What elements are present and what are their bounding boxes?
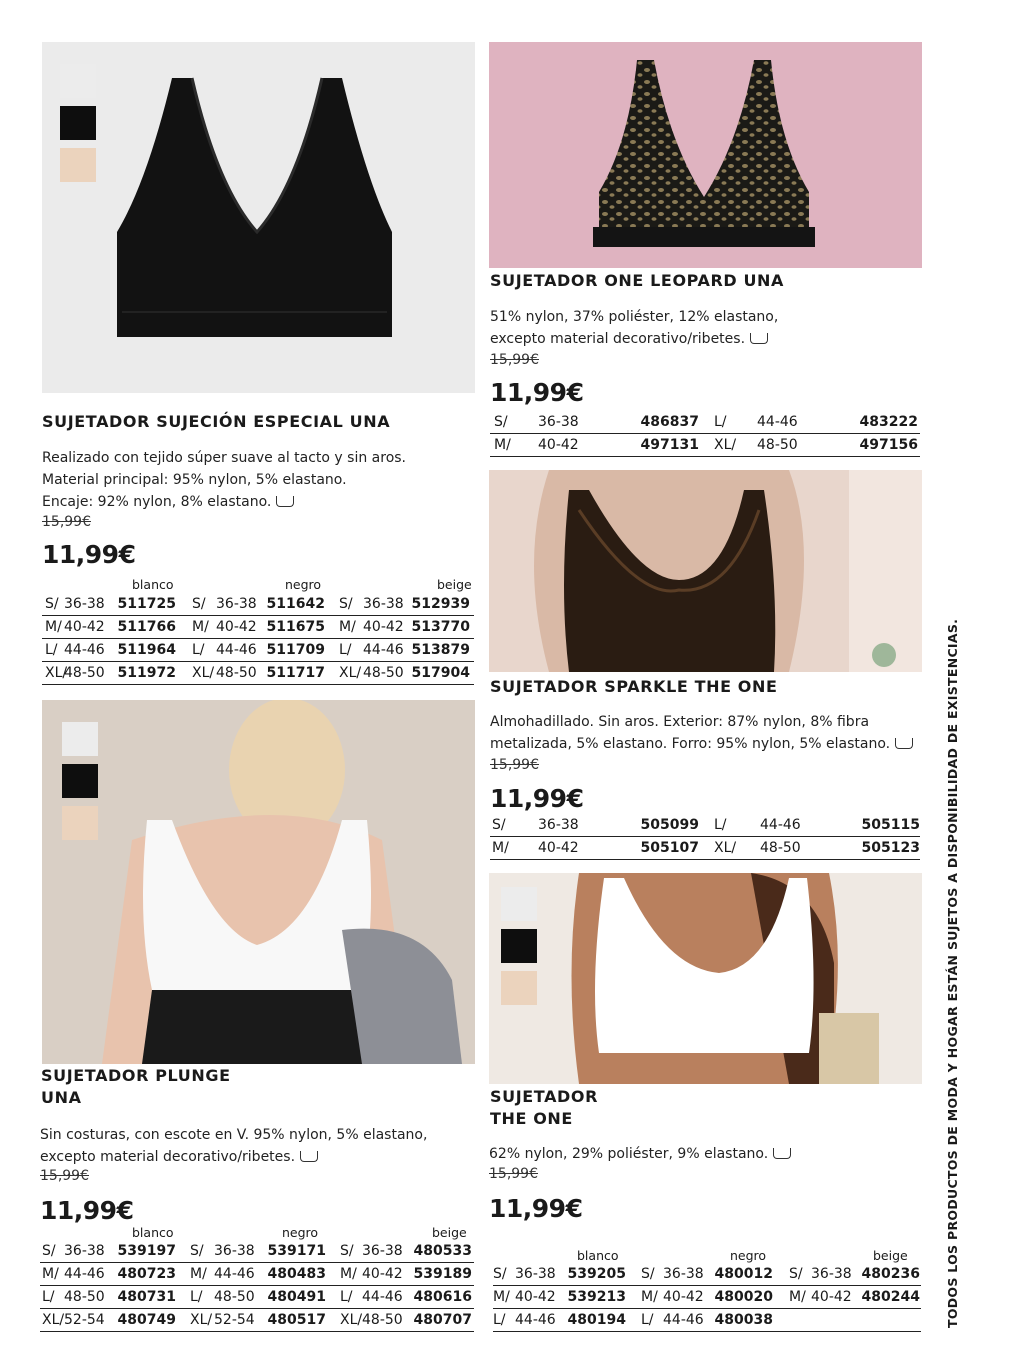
product-code: 480731 [117,1289,176,1305]
product-code: 505115 [861,817,920,833]
product-code: 497156 [859,437,918,453]
size-letter: XL/ [714,840,737,856]
product-code: 512939 [411,596,470,612]
product-code: 511709 [266,642,325,658]
desc-line: excepto material decorativo/ribetes. [40,1149,296,1165]
product-code: 480533 [413,1243,472,1259]
product-code: 480707 [413,1312,472,1328]
product-code: 480012 [714,1266,773,1282]
size-range: 44-46 [760,817,801,833]
desc-line: Realizado con tejido súper suave al tacto y sin aros. [42,450,407,466]
size-row [493,1309,921,1332]
size-row [493,1263,921,1286]
size-letter: XL/ [340,1312,363,1328]
size-range: 48-50 [757,437,798,453]
size-range: 36-38 [515,1266,556,1282]
product-code: 517904 [411,665,470,681]
size-letter: XL/ [45,665,68,681]
desc-line: Sin costuras, con escote en V. 95% nylon, 5% elastano, [40,1127,428,1143]
title-line: THE ONE [490,1109,573,1128]
size-range: 52-54 [214,1312,255,1328]
size-range: 36-38 [64,596,105,612]
product-code: 505099 [640,817,699,833]
size-range: 48-50 [760,840,801,856]
product-code: 539205 [567,1266,626,1282]
product-title: SUJETADOR SPARKLE THE ONE [490,677,778,696]
size-letter: XL/ [192,665,215,681]
product-code: 480020 [714,1289,773,1305]
size-range: 36-38 [538,817,579,833]
size-range: 36-38 [363,596,404,612]
size-letter: L/ [190,1289,203,1305]
title-line: UNA [41,1088,82,1107]
size-range: 48-50 [362,1312,403,1328]
size-row [42,639,474,662]
product-description [489,1143,791,1165]
size-range: 48-50 [214,1289,255,1305]
product-code: 511766 [117,619,176,635]
size-letter: S/ [789,1266,803,1282]
size-range: 44-46 [64,1266,105,1282]
size-table [493,1263,921,1332]
size-letter: S/ [492,817,506,833]
size-row [490,814,920,837]
size-range: 48-50 [64,665,105,681]
size-letter: L/ [42,1289,55,1305]
old-price: 15,99€ [42,514,91,530]
size-range: 40-42 [216,619,257,635]
product-code: 511964 [117,642,176,658]
size-row [42,593,474,616]
size-range: 40-42 [515,1289,556,1305]
size-range: 40-42 [663,1289,704,1305]
size-letter: M/ [340,1266,357,1282]
title-line: SUJETADOR [490,1087,599,1106]
product-description [490,711,913,755]
product-code: 480236 [861,1266,920,1282]
color-label: blanco [577,1248,619,1263]
product-title [490,1086,598,1130]
size-range: 36-38 [362,1243,403,1259]
size-row [40,1240,474,1263]
leopard-bra-illustration [489,42,922,268]
product-code: 480517 [267,1312,326,1328]
desc-line: Material principal: 95% nylon, 5% elastano. [42,472,347,488]
size-letter: L/ [192,642,205,658]
size-letter: L/ [45,642,58,658]
size-range: 44-46 [363,642,404,658]
wash-icon [773,1148,791,1159]
product-code: 483222 [859,414,918,430]
product-description [490,306,778,350]
size-range: 48-50 [64,1289,105,1305]
color-label: beige [873,1248,908,1263]
product-photo-leopard-bra [489,42,922,268]
availability-note: TODOS LOS PRODUCTOS DE MODA Y HOGAR ESTÁN SUJETOS A DISPONIBILIDAD DE EXISTENCIAS. [945,618,960,1328]
the-one-bra-illustration [489,873,922,1084]
size-range: 48-50 [363,665,404,681]
size-letter: S/ [42,1243,56,1259]
size-letter: S/ [339,596,353,612]
size-range: 36-38 [811,1266,852,1282]
size-row [490,837,920,860]
color-label: negro [282,1225,319,1240]
size-range: 48-50 [216,665,257,681]
desc-line: 51% nylon, 37% poliéster, 12% elastano, [490,309,779,325]
size-range: 36-38 [216,596,257,612]
size-row [42,616,474,639]
size-letter: XL/ [339,665,362,681]
wash-icon [276,496,294,507]
price: 11,99€ [42,540,136,569]
product-code: 511972 [117,665,176,681]
color-label: beige [437,577,472,592]
size-table [40,1240,474,1332]
size-range: 40-42 [363,619,404,635]
product-code: 480749 [117,1312,176,1328]
plunge-bra-illustration [42,700,475,1064]
size-letter: M/ [42,1266,59,1282]
size-range: 36-38 [538,414,579,430]
size-range: 40-42 [811,1289,852,1305]
size-letter: S/ [190,1243,204,1259]
product-code: 480483 [267,1266,326,1282]
size-letter: S/ [493,1266,507,1282]
product-description [40,1124,427,1168]
product-code: 480194 [567,1312,626,1328]
size-letter: L/ [641,1312,654,1328]
size-row [40,1309,474,1332]
size-row [493,1286,921,1309]
wash-icon [750,333,768,344]
size-range: 52-54 [64,1312,105,1328]
size-letter: L/ [714,817,727,833]
size-range: 40-42 [64,619,105,635]
old-price: 15,99€ [489,1166,538,1182]
size-range: 44-46 [663,1312,704,1328]
size-range: 36-38 [663,1266,704,1282]
color-label: beige [432,1225,467,1240]
size-range: 44-46 [362,1289,403,1305]
size-range: 36-38 [64,1243,105,1259]
size-letter: L/ [339,642,352,658]
title-line: SUJETADOR PLUNGE [41,1066,231,1085]
black-bra-illustration [42,42,475,393]
size-letter: L/ [714,414,727,430]
color-label: negro [730,1248,767,1263]
product-photo-plunge-bra [42,700,475,1064]
product-code: 539189 [413,1266,472,1282]
size-letter: S/ [192,596,206,612]
product-code: 505123 [861,840,920,856]
size-table [490,814,920,860]
size-row [40,1263,474,1286]
desc-line: excepto material decorativo/ribetes. [490,331,746,347]
old-price: 15,99€ [490,757,539,773]
price: 11,99€ [490,378,584,407]
size-letter: S/ [494,414,508,430]
price: 11,99€ [40,1196,134,1225]
size-row [490,411,920,434]
product-code: 539213 [567,1289,626,1305]
size-letter: M/ [493,1289,510,1305]
product-code: 539171 [267,1243,326,1259]
size-letter: L/ [340,1289,353,1305]
size-row [42,662,474,685]
size-letter: M/ [190,1266,207,1282]
size-letter: M/ [339,619,356,635]
product-code: 480616 [413,1289,472,1305]
price: 11,99€ [489,1194,583,1223]
old-price: 15,99€ [490,352,539,368]
size-letter: M/ [492,840,509,856]
wash-icon [895,738,913,749]
size-range: 40-42 [538,437,579,453]
size-letter: XL/ [714,437,737,453]
size-range: 44-46 [64,642,105,658]
size-letter: S/ [45,596,59,612]
product-description [42,447,406,513]
wash-icon [300,1151,318,1162]
product-code: 511717 [266,665,325,681]
size-row [490,434,920,457]
product-code: 511675 [266,619,325,635]
product-code: 480038 [714,1312,773,1328]
price: 11,99€ [490,784,584,813]
size-letter: M/ [494,437,511,453]
size-range: 44-46 [757,414,798,430]
size-range: 40-42 [362,1266,403,1282]
product-code: 486837 [640,414,699,430]
size-letter: L/ [493,1312,506,1328]
product-code: 497131 [640,437,699,453]
size-row [40,1286,474,1309]
product-code: 480723 [117,1266,176,1282]
size-letter: M/ [192,619,209,635]
size-letter: XL/ [190,1312,213,1328]
size-letter: S/ [641,1266,655,1282]
product-code: 513879 [411,642,470,658]
desc-line: 62% nylon, 29% poliéster, 9% elastano. [489,1146,769,1162]
size-range: 44-46 [216,642,257,658]
product-title: SUJETADOR SUJECIÓN ESPECIAL UNA [42,412,391,431]
product-photo-the-one-bra [489,873,922,1084]
size-range: 44-46 [214,1266,255,1282]
product-title: SUJETADOR ONE LEOPARD UNA [490,271,785,290]
size-letter: M/ [641,1289,658,1305]
size-letter: M/ [45,619,62,635]
product-code: 480244 [861,1289,920,1305]
size-range: 40-42 [538,840,579,856]
product-code: 539197 [117,1243,176,1259]
size-range: 44-46 [515,1312,556,1328]
size-letter: M/ [789,1289,806,1305]
product-code: 511725 [117,596,176,612]
old-price: 15,99€ [40,1168,89,1184]
desc-line: Almohadillado. Sin aros. Exterior: 87% nylon, 8% fibra [490,714,870,730]
product-code: 513770 [411,619,470,635]
product-code: 480491 [267,1289,326,1305]
size-letter: XL/ [42,1312,65,1328]
color-label: blanco [132,577,174,592]
color-label: blanco [132,1225,174,1240]
size-table [490,411,920,457]
product-code: 511642 [266,596,325,612]
desc-line: Encaje: 92% nylon, 8% elastano. [42,494,272,510]
product-code: 505107 [640,840,699,856]
color-label: negro [285,577,322,592]
product-title [41,1065,231,1109]
sparkle-bra-illustration [489,470,922,672]
size-table [42,593,474,685]
product-photo-black-bra [42,42,475,393]
product-photo-sparkle-bra [489,470,922,672]
size-letter: S/ [340,1243,354,1259]
desc-line: metalizada, 5% elastano. Forro: 95% nylon, 5% elastano. [490,736,891,752]
size-range: 36-38 [214,1243,255,1259]
